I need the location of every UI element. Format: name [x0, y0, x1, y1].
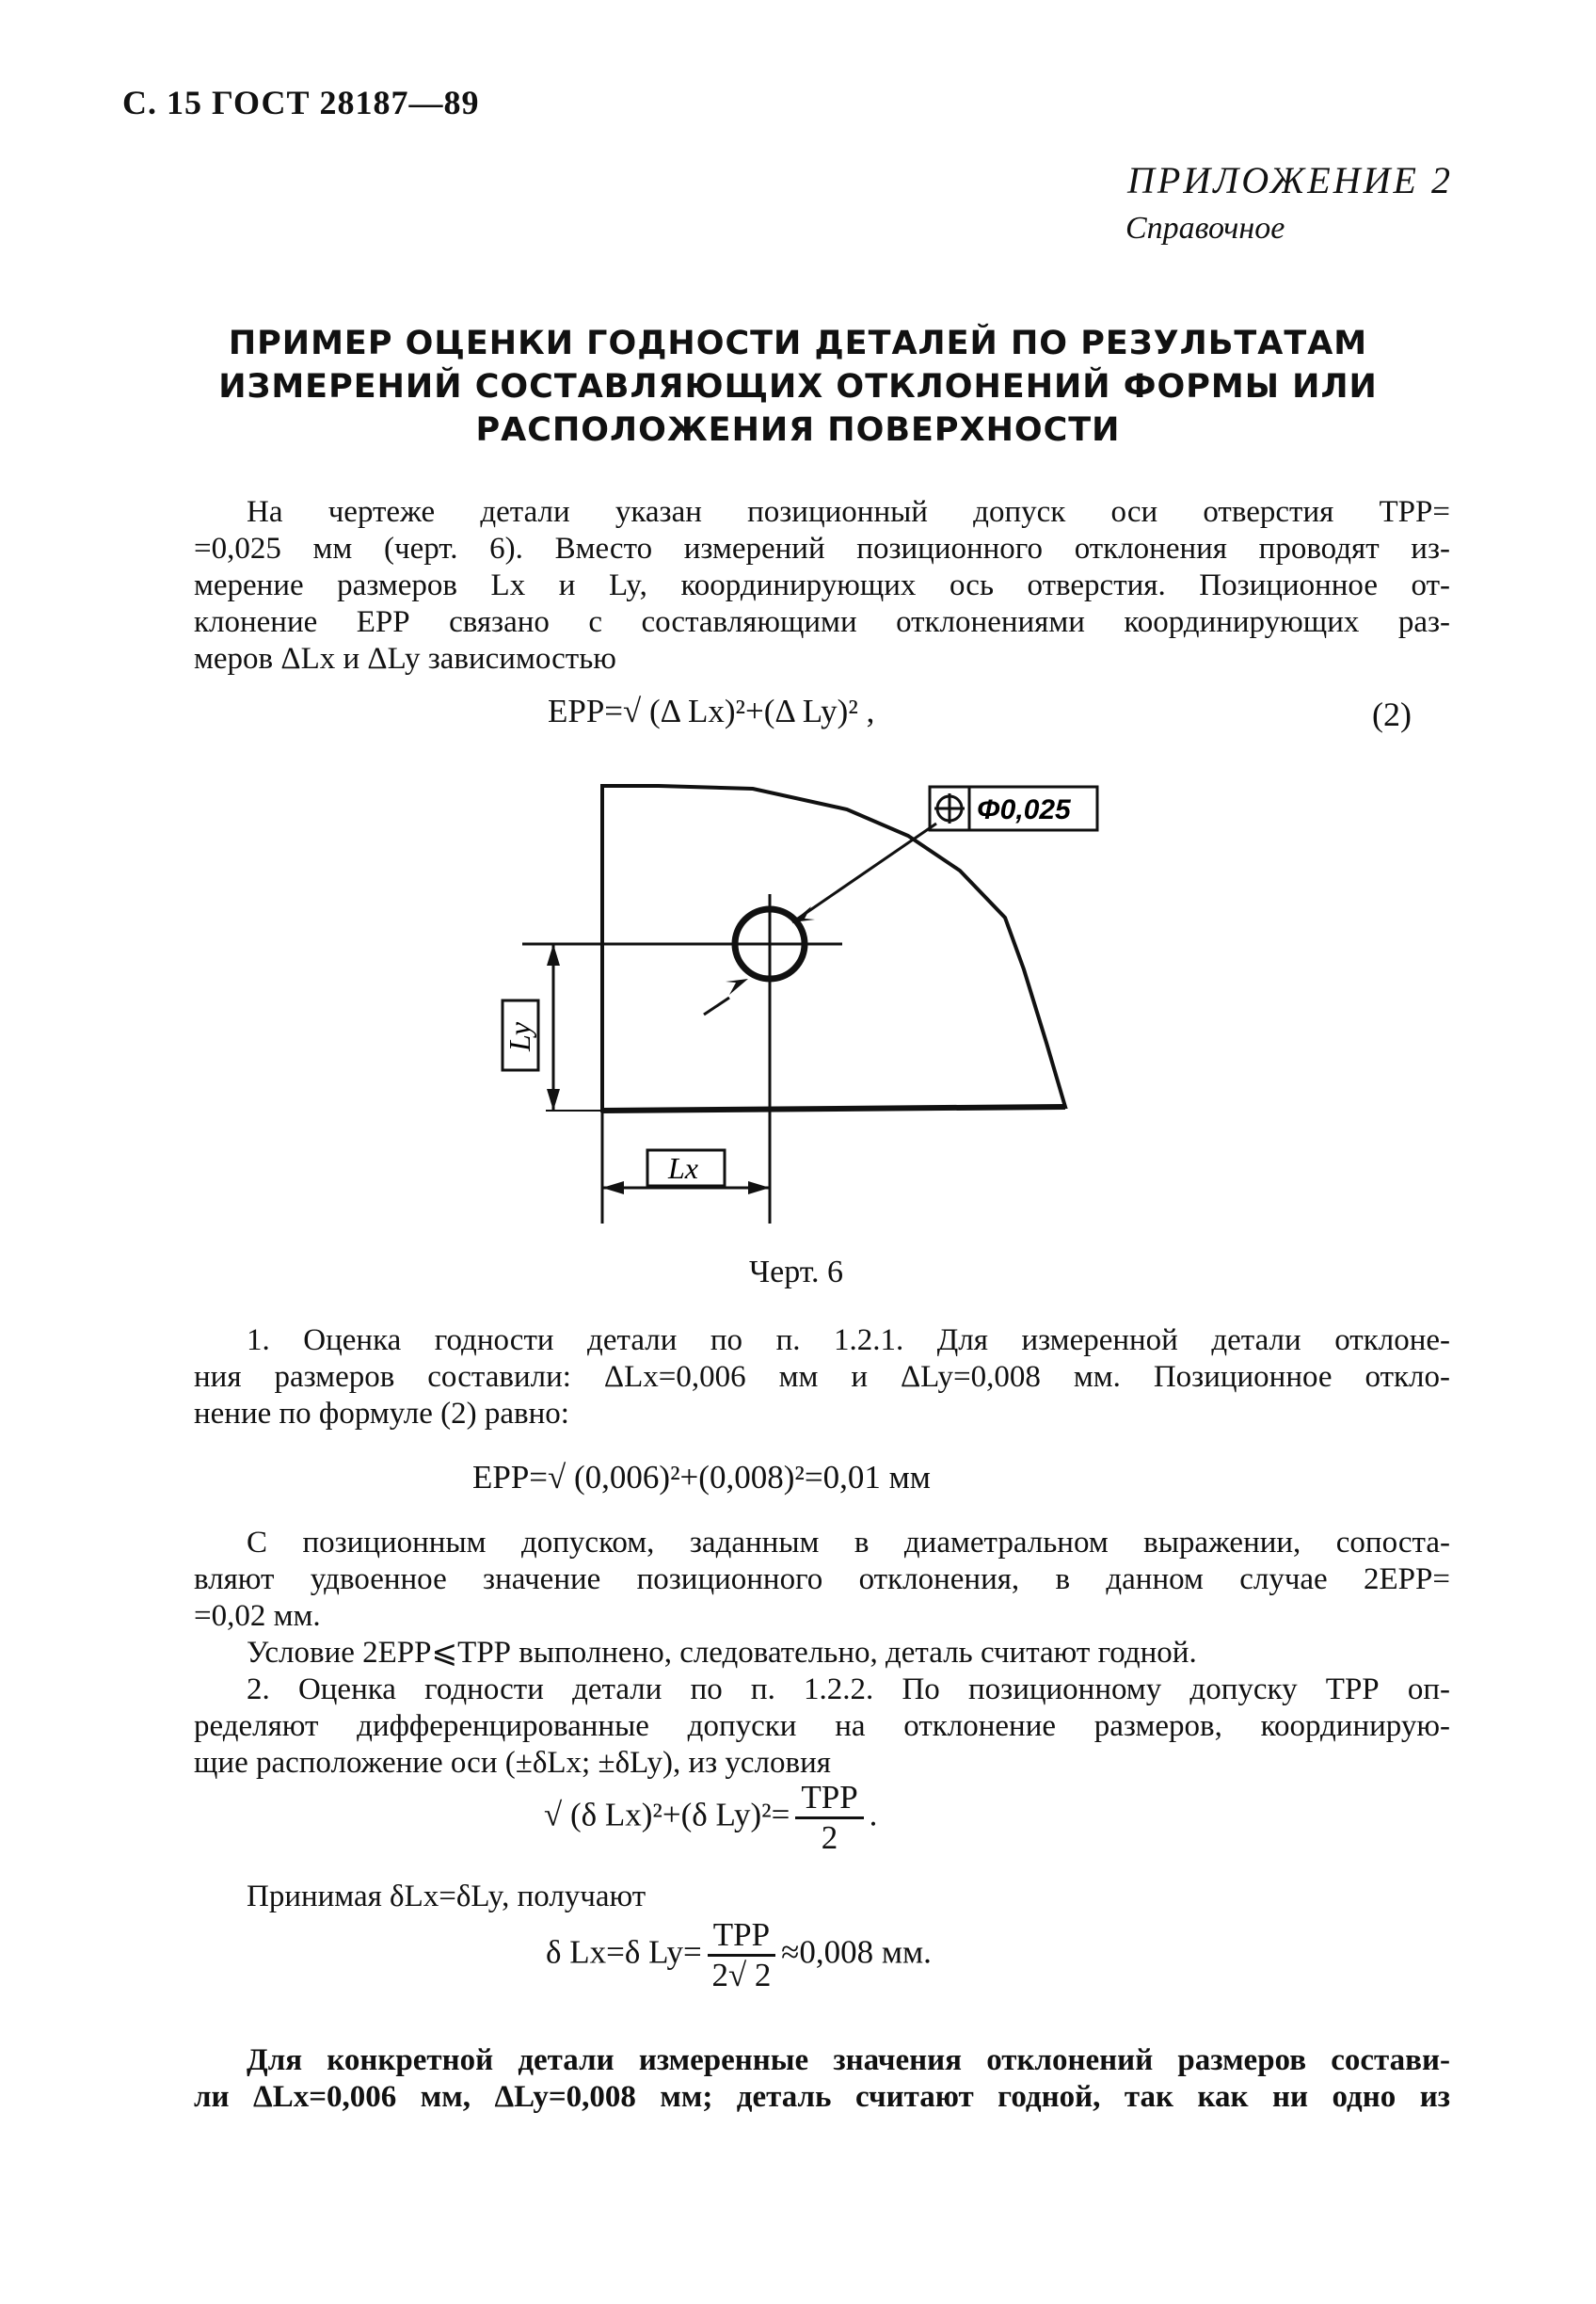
paragraph-line: меров ΔLx и ΔLy зависимостью	[194, 642, 616, 676]
page-header: С. 15 ГОСТ 28187—89	[122, 84, 480, 121]
formula-delta	[546, 1916, 932, 1994]
paragraph-line: Для конкретной детали измеренные значения отклонений размеров состави-	[247, 2043, 1450, 2077]
figure-caption: Черт. 6	[749, 1255, 844, 1289]
paragraph-line: щие расположение оси (±δLx; ±δLy), из условия	[194, 1746, 831, 1780]
formula-condition	[544, 1779, 877, 1857]
formula-delta-left: δ Lx=δ Ly=	[546, 1933, 702, 1971]
paragraph-line: ли ΔLx=0,006 мм, ΔLy=0,008 мм; деталь считают годной, так как ни одно из	[194, 2080, 1450, 2114]
paragraph-line: нение по формуле (2) равно:	[194, 1397, 569, 1431]
paragraph-line: =0,02 мм.	[194, 1599, 321, 1633]
formula-epp: ЕРР=√ (Δ Lx)²+(Δ Ly)² ,	[548, 693, 875, 729]
fraction	[795, 1779, 863, 1857]
paragraph-line: Условие 2ЕРР⩽ТРР выполнено, следовательно, деталь считают годной.	[247, 1636, 1197, 1670]
paragraph-line: С позиционным допуском, заданным в диаметральном выражении, сопоста-	[247, 1526, 1450, 1560]
paragraph-line: вляют удвоенное значение позиционного отклонения, в данном случае 2ЕРР=	[194, 1562, 1450, 1596]
formula-delta-right: ≈0,008 мм.	[781, 1933, 932, 1971]
paragraph-line: ния размеров составили: ΔLx=0,006 мм и ΔLy=0,008 мм. Позиционное откло-	[194, 1360, 1450, 1394]
title-line: ИЗМЕРЕНИЙ СОСТАВЛЯЮЩИХ ОТКЛОНЕНИЙ ФОРМЫ ИЛИ	[218, 368, 1378, 406]
formula-epp-value: ЕРР=√ (0,006)²+(0,008)²=0,01 мм	[472, 1459, 931, 1496]
paragraph-line: 2. Оценка годности детали по п. 1.2.2. По позиционному допуску ТРР оп-	[247, 1672, 1450, 1706]
fraction-numerator: ТРР	[795, 1779, 863, 1819]
formula-condition-end: .	[869, 1796, 878, 1833]
paragraph-line: =0,025 мм (черт. 6). Вместо измерений позиционного отклонения проводят из-	[194, 532, 1450, 566]
paragraph-line: 1. Оценка годности детали по п. 1.2.1. Для измеренной детали отклоне-	[247, 1323, 1450, 1357]
fraction-denominator: 2	[821, 1819, 838, 1856]
paragraph-line: мерение размеров Lx и Ly, координирующих ось отверстия. Позиционное от-	[194, 568, 1450, 602]
fraction	[708, 1916, 775, 1994]
fraction-numerator: ТРР	[708, 1916, 775, 1957]
dimension-label-ly: Ly	[503, 1021, 536, 1051]
dimension-label-lx: Lx	[668, 1151, 698, 1185]
paragraph-line: клонение ЕРР связано с составляющими отклонениями координирующих раз-	[194, 605, 1450, 639]
appendix-title: ПРИЛОЖЕНИЕ 2	[1127, 159, 1453, 201]
title-line: РАСПОЛОЖЕНИЯ ПОВЕРХНОСТИ	[475, 411, 1121, 449]
paragraph-line: ределяют дифференцированные допуски на отклонение размеров, координирую-	[194, 1709, 1450, 1743]
formula-number: (2)	[1372, 696, 1412, 733]
formula-condition-left: √ (δ Lx)²+(δ Ly)²=	[544, 1796, 790, 1833]
appendix-subtitle: Справочное	[1125, 211, 1285, 246]
paragraph-line: Принимая δLx=δLy, получают	[247, 1880, 646, 1913]
paragraph-line: На чертеже детали указан позиционный допуск оси отверстия ТРР=	[247, 495, 1450, 529]
title-line: ПРИМЕР ОЦЕНКИ ГОДНОСТИ ДЕТАЛЕЙ ПО РЕЗУЛЬТАТАМ	[228, 325, 1368, 362]
tolerance-label: Φ0,025	[977, 794, 1071, 825]
fraction-denominator: 2√ 2	[711, 1957, 772, 1993]
